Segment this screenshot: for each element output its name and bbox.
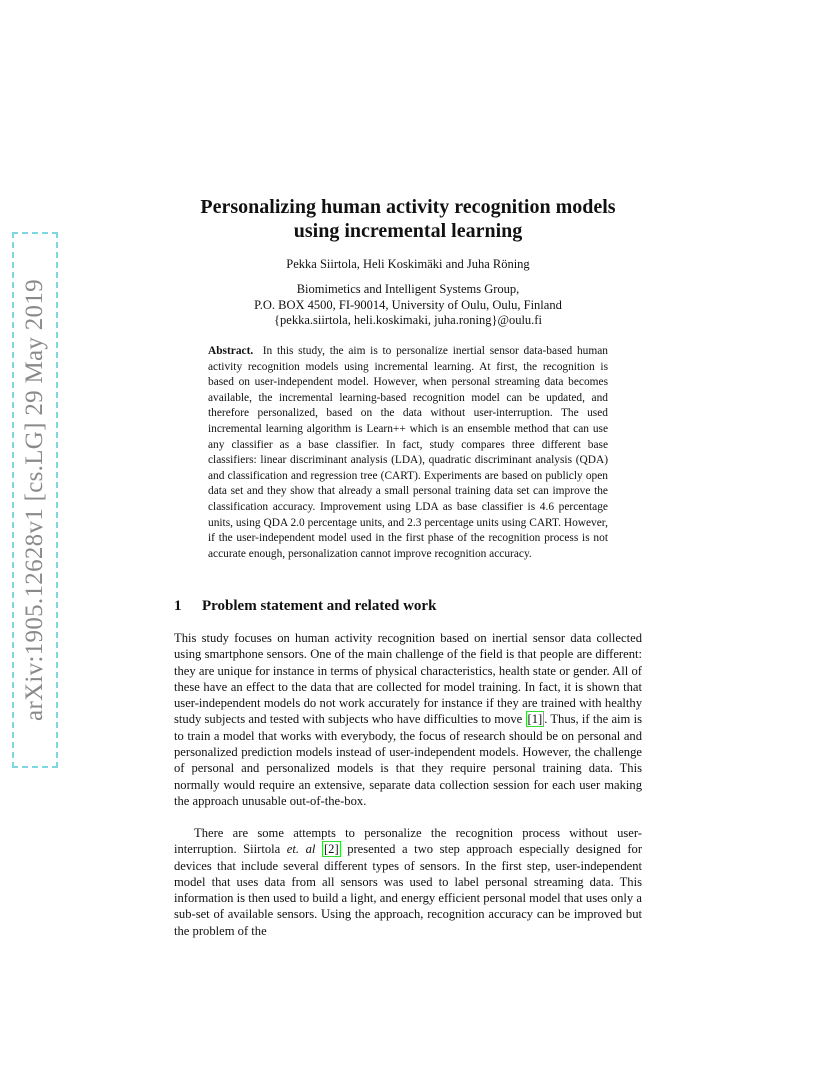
citation-link-2[interactable]: [2] — [323, 842, 339, 857]
paragraph-2-text-b: presented a two step approach especially designed for devices that include several different types of sensors. In the first step, user-independent model that uses data from all sensors was used to label personal streaming data. This information is then used to build a light, and energy efficient personal model that uses only a sub-set of available sensors. Using the approach, recognition accuracy can be improved but the problem of the — [174, 842, 643, 938]
abstract: Abstract. In this study, the aim is to personalize inertial sensor data-based human activity recognition models using incremental learning. At first, the recognition is based on user-independent model. However, when personal streaming data becomes available, the incremental learning-based recognition model can be updated, and therefore personalized, based on the data without user-interruption. The used incremental learning algorithm is Learn++ which is an ensemble method that can use any classifier as a base classifier. In fact, study compares three different base classifiers: linear discriminant analysis (LDA), quadratic discriminant analysis (QDA) and classification and regression tree (CART). Experiments are based on publicly open data set and they show that already a small personal training data set can improve the classification accuracy. Improvement using LDA as base classifier is 4.6 percentage units, using QDA 2.0 percentage units, and 2.3 percentage units using CART. However, if the user-independent model used in the first phase of the recognition process is not accurate enough, personalization cannot improve recognition accuracy. — [208, 345, 608, 560]
citation-link-1[interactable]: [1] — [527, 712, 543, 727]
paper-title — [150, 195, 666, 243]
affiliation-line-2: P.O. BOX 4500, FI-90014, University of Oulu, Oulu, Finland — [254, 298, 562, 312]
authors: Pekka Siirtola, Heli Koskimäki and Juha Röning — [286, 257, 530, 271]
section-title: Problem statement and related work — [202, 598, 437, 614]
paragraph-2 — [174, 825, 642, 939]
section-heading — [174, 598, 436, 615]
section-number: 1 — [174, 598, 182, 614]
paragraph-1-text-b: . Thus, if the aim is to train a model that works with everybody, the focus of research should be on personal and personalized prediction models instead of user-independent models. However, the challenge of personal and personalized models is that they require personal training data. This normally would require an extensive, separate data collection session for each user making the approach unusable out-of-the-box. — [174, 712, 642, 808]
arxiv-watermark — [12, 232, 58, 768]
et-al: et. al — [286, 842, 316, 857]
arxiv-id-label: arXiv:1905.12628v1 [cs.LG] 29 May 2019 — [21, 279, 48, 721]
paragraph-2-text-a: There are some attempts to personalize the recognition process without user-interruption. Siirtola — [174, 826, 642, 857]
title-line-1: Personalizing human activity recognition models — [200, 196, 616, 218]
paragraph-1 — [174, 630, 642, 809]
abstract-label: Abstract — [208, 345, 251, 357]
paragraph-1-text-a: This study focuses on human activity recognition based on inertial sensor data collected using smartphone sensors. One of the main challenge of the field is that people are different: they are unique for instance in terms of physical characteristics, health state or gender. All of these have an effect to the data that are collected for model training. In fact, it is shown that user-independent models do not work accurately for instance if they are trained with healthy study subjects and tested with subjects who have difficulties to move — [174, 631, 642, 727]
affiliation-line-1: Biomimetics and Intelligent Systems Group, — [296, 282, 520, 296]
title-line-2: using incremental learning — [293, 220, 523, 242]
abstract-text: In this study, the aim is to personalize inertial sensor data-based human activity recognition models using incremental learning. At first, the recognition is based on user-independent model. However, when personal streaming data becomes available, the incremental learning-based recognition model can be updated, and therefore personalized, based on the data without user-interruption. The used incremental learning algorithm is Learn++ which is an ensemble method that can use any classifier as a base classifier. In fact, study compares three different base classifiers: linear discriminant analysis (LDA), quadratic discriminant analysis (QDA) and classification and regression tree (CART). Experiments are based on publicly open data set and they show that already a small personal training data set can improve the classification accuracy. Improvement using LDA as base classifier is 4.6 percentage units, using QDA 2.0 percentage units, and 2.3 percentage units using CART. However, if the user-independent model used in the first phase of the recognition process is not accurate enough, personalization cannot improve recognition accuracy. — [208, 345, 608, 560]
author-emails: {pekka.siirtola, heli.koskimaki, juha.roning}@oulu.fi — [274, 313, 542, 327]
